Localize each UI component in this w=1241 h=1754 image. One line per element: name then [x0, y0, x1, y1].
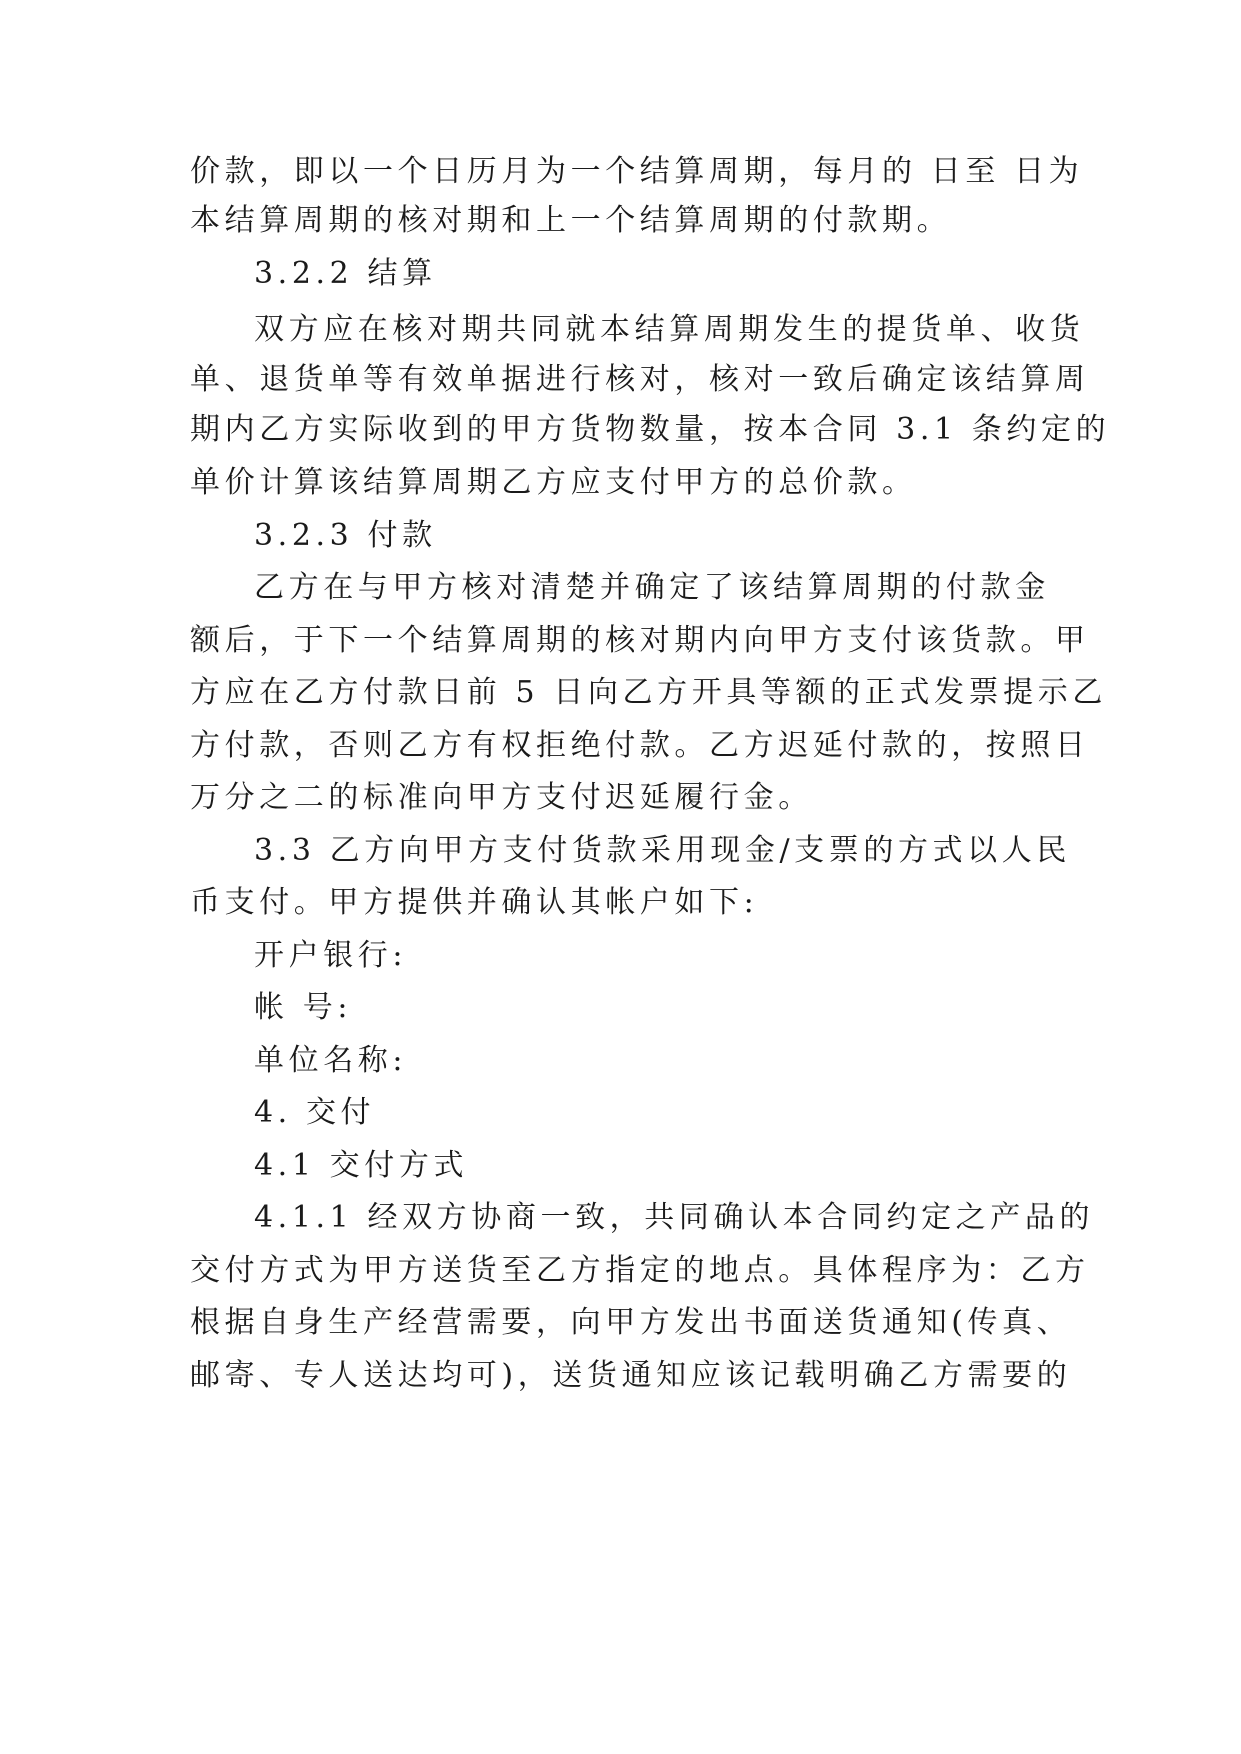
section-heading-4-1: 4.1 交付方式: [254, 1148, 469, 1183]
section-heading-3-2-3: 3.2.3 付款: [254, 518, 437, 553]
company-name-label: 单位名称:: [254, 1043, 408, 1078]
text-line-23: 根据自身生产经营需要，向甲方发出书面送货通知(传真、: [190, 1305, 1072, 1340]
text-line-9: 乙方在与甲方核对清楚并确定了该结算周期的付款金: [254, 570, 1050, 605]
bank-name-label: 开户银行:: [254, 938, 408, 973]
text-line-21: 4.1.1 经双方协商一致，共同确认本合同约定之产品的: [254, 1200, 1095, 1235]
text-line-12: 方付款，否则乙方有权拒绝付款。乙方迟延付款的，按照日: [190, 728, 1090, 763]
text-line-5: 单、退货单等有效单据进行核对，核对一致后确定该结算周: [190, 362, 1090, 397]
text-line-10: 额后，于下一个结算周期的核对期内向甲方支付该货款。甲: [190, 623, 1090, 658]
section-heading-3-2-2: 3.2.2 结算: [254, 256, 437, 291]
account-number-label: 帐 号:: [254, 990, 353, 1025]
text-line-11: 方应在乙方付款日前 5 日向乙方开具等额的正式发票提示乙: [190, 675, 1107, 710]
text-line-13: 万分之二的标准向甲方支付迟延履行金。: [190, 780, 813, 815]
text-line-1: 价款，即以一个日历月为一个结算周期，每月的 日至 日为: [190, 154, 1084, 189]
text-line-6: 期内乙方实际收到的甲方货物数量，按本合同 3.1 条约定的: [190, 412, 1111, 447]
text-line-22: 交付方式为甲方送货至乙方指定的地点。具体程序为：乙方: [190, 1253, 1090, 1288]
text-line-24: 邮寄、专人送达均可)，送货通知应该记载明确乙方需要的: [190, 1358, 1072, 1393]
text-line-2: 本结算周期的核对期和上一个结算周期的付款期。: [190, 203, 952, 238]
section-heading-4: 4. 交付: [254, 1095, 376, 1130]
text-line-15: 币支付。甲方提供并确认其帐户如下:: [190, 885, 759, 920]
text-line-14: 3.3 乙方向甲方支付货款采用现金/支票的方式以人民: [254, 833, 1071, 868]
text-line-4: 双方应在核对期共同就本结算周期发生的提货单、收货: [254, 312, 1085, 347]
text-line-7: 单价计算该结算周期乙方应支付甲方的总价款。: [190, 465, 917, 500]
